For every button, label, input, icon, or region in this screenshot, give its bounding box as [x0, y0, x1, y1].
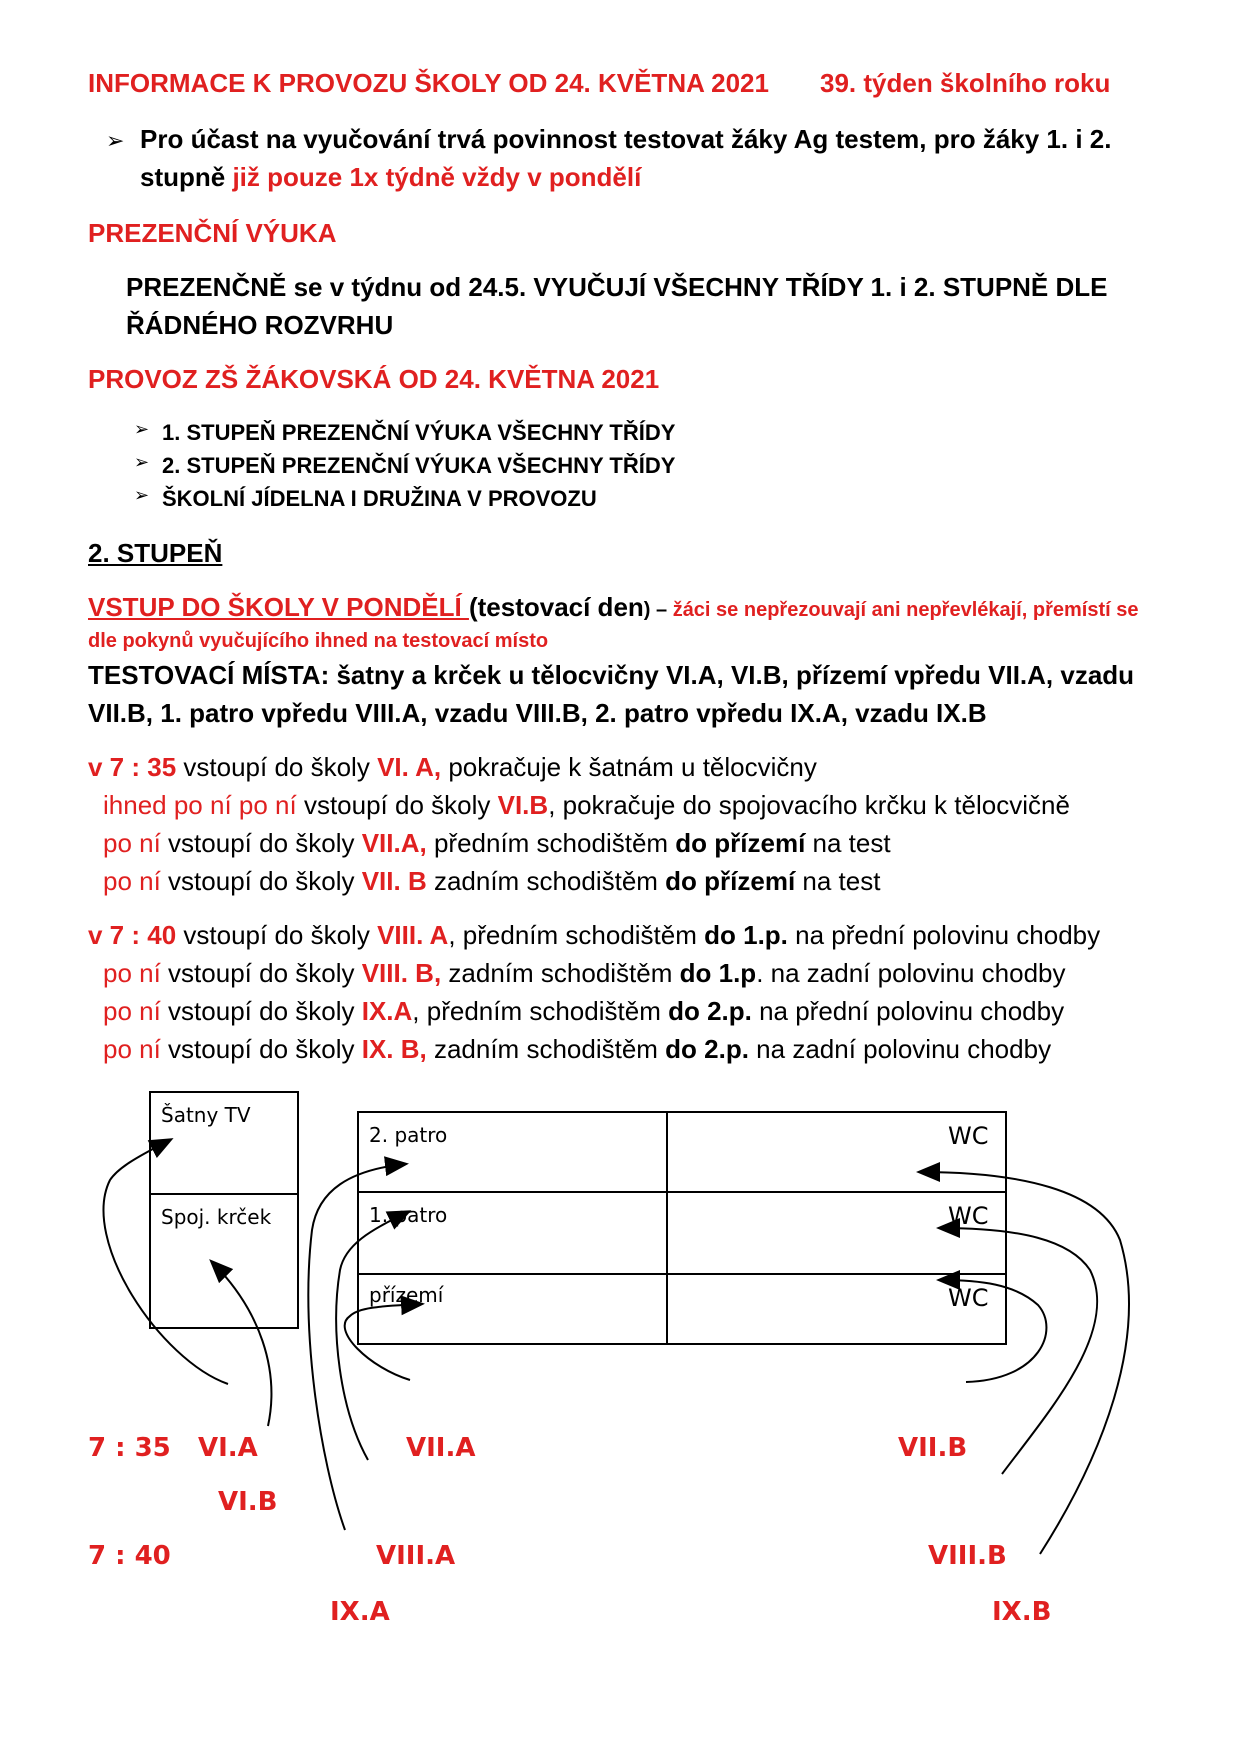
prezencni-heading: PREZENČNÍ VÝUKA [88, 218, 337, 248]
schedule-line: po ní vstoupí do školy IX. B, zadním schodištěm do 2.p. na zadní polovinu chodby [103, 1034, 1052, 1064]
class-label-ixa: IX.A [330, 1597, 390, 1627]
notice-line-2: stupně již pouze 1x týdně vždy v pondělí [140, 162, 642, 192]
prezencni-line-1: PREZENČNĚ se v týdnu od 24.5. VYUČUJÍ VŠECHNY TŘÍDY 1. i 2. STUPNĚ DLE [126, 272, 1108, 302]
class-label-viia: VII.A [406, 1433, 476, 1463]
prizemi-label: přízemí [369, 1283, 444, 1307]
krcek-label: Spoj. krček [161, 1205, 272, 1229]
time-label: 7 : 35 [88, 1433, 171, 1463]
class-label-via: VI.A [198, 1433, 258, 1463]
provoz-item: ŠKOLNÍ JÍDELNA I DRUŽINA V PROVOZU [162, 486, 597, 511]
schedule-line: po ní vstoupí do školy VII.A, předním schodištěm do přízemí na test [103, 828, 891, 858]
notice-line-1: Pro účast na vyučování trvá povinnost testovat žáky Ag testem, pro žáky 1. i 2. [140, 124, 1112, 154]
wc-label: WC [948, 1122, 989, 1150]
schedule-line: po ní vstoupí do školy IX.A, předním schodištěm do 2.p. na přední polovinu chodby [103, 996, 1065, 1026]
class-label-viiia: VIII.A [376, 1541, 456, 1571]
page-title: INFORMACE K PROVOZU ŠKOLY OD 24. KVĚTNA 2021 [88, 68, 769, 98]
arrow-viia [345, 1304, 421, 1380]
wc-label: WC [948, 1202, 989, 1230]
class-label-viiib: VIII.B [928, 1541, 1007, 1571]
time-label: 7 : 40 [88, 1541, 171, 1571]
class-label-vib: VI.B [218, 1487, 278, 1517]
wc-label: WC [948, 1284, 989, 1312]
schedule-line: po ní vstoupí do školy VIII. B, zadním schodištěm do 1.p. na zadní polovinu chodby [103, 958, 1066, 988]
schedule-line: v 7 : 35 vstoupí do školy VI. A, pokračuje k šatnám u tělocvičny [88, 752, 817, 782]
bullet-arrow-icon: ➢ [134, 485, 150, 505]
provoz-item: 2. STUPEŇ PREZENČNÍ VÝUKA VŠECHNY TŘÍDY [162, 453, 676, 478]
patro2-label: 2. patro [369, 1123, 448, 1147]
class-label-ixb: IX.B [992, 1597, 1052, 1627]
school-diagram [0, 1080, 1240, 1700]
vstup-heading: VSTUP DO ŠKOLY V PONDĚLÍ (testovací den) – žáci se nepřezouvají ani nepřevlékají, přemístí se [88, 592, 1139, 622]
bullet-arrow-icon: ➢ [134, 452, 150, 472]
testovaci-line-2: VII.B, 1. patro vpředu VIII.A, vzadu VIII.B, 2. patro vpředu IX.A, vzadu IX.B [88, 698, 987, 728]
provoz-heading: PROVOZ ZŠ ŽÁKOVSKÁ OD 24. KVĚTNA 2021 [88, 364, 660, 394]
schedule-line: po ní vstoupí do školy VII. B zadním schodištěm do přízemí na test [103, 866, 881, 896]
bullet-arrow-icon: ➢ [106, 128, 125, 153]
satny-label: Šatny TV [161, 1103, 251, 1127]
class-label-viib: VII.B [898, 1433, 968, 1463]
bullet-arrow-icon: ➢ [134, 419, 150, 439]
arrow-via [104, 1140, 228, 1384]
testovaci-line-1: TESTOVACÍ MÍSTA: šatny a krček u tělocvičny VI.A, VI.B, přízemí vpředu VII.A, vzadu [88, 660, 1135, 690]
stupen2-heading: 2. STUPEŇ [88, 538, 223, 568]
week-label: 39. týden školního roku [820, 68, 1111, 98]
main-building [358, 1112, 1006, 1344]
provoz-item: 1. STUPEŇ PREZENČNÍ VÝUKA VŠECHNY TŘÍDY [162, 420, 676, 445]
patro1-label: 1. patro [369, 1203, 448, 1227]
prezencni-line-2: ŘÁDNÉHO ROZVRHU [126, 310, 394, 340]
vstup-red-line-2: dle pokynů vyučujícího ihned na testovací místo [88, 630, 549, 652]
schedule-line: ihned po ní po ní vstoupí do školy VI.B, pokračuje do spojovacího krčku k tělocvičně [103, 790, 1070, 820]
arrow-vib [212, 1262, 271, 1426]
schedule-line: v 7 : 40 vstoupí do školy VIII. A, předním schodištěm do 1.p. na přední polovinu chodby [88, 920, 1101, 950]
